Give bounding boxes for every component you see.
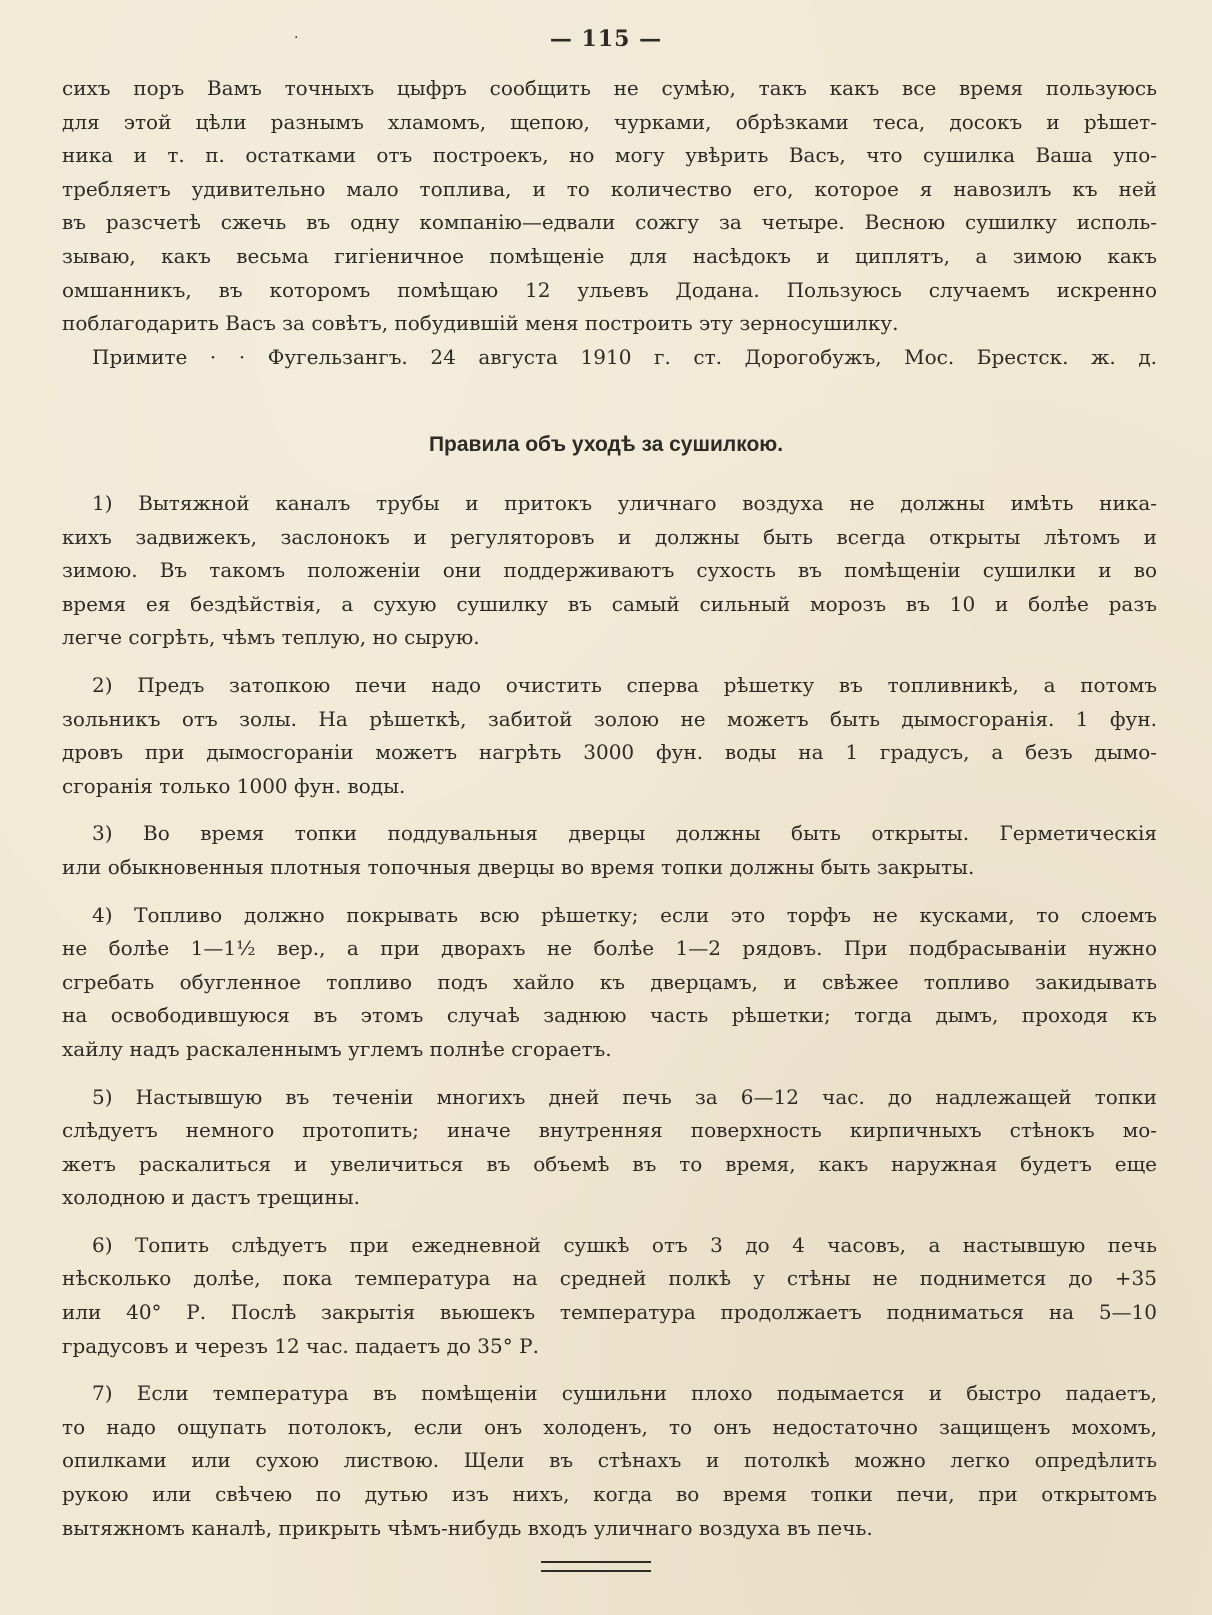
rule-line: на освободившуюся въ этомъ случаѣ заднюю часть рѣшетки; тогда дымъ, проходя къ [62, 1003, 1157, 1028]
rule-line: градусовъ и черезъ 12 час. падаетъ до 35° Р. [62, 1333, 539, 1358]
letter-text-block [62, 72, 1157, 374]
rule-5 [62, 1081, 1157, 1215]
rules-text-block [62, 487, 1157, 1559]
double-rule-divider [541, 1561, 651, 1572]
rule-line: рукою или свѣчею по дутью изъ нихъ, когда во время топки печи, при открытомъ [62, 1482, 1157, 1507]
rule-line: или обыкновенныя плотныя топочныя дверцы во время топки должны быть закрыты. [62, 854, 975, 879]
rule-line: нѣсколько долѣе, пока температура на средней полкѣ у стѣны не поднимется до +35 [62, 1266, 1157, 1291]
rule-1 [62, 487, 1157, 655]
rule-line: кихъ задвижекъ, заслонокъ и регуляторовъ и должны быть всегда открыты лѣтомъ и [62, 524, 1157, 549]
letter-line: сихъ поръ Вамъ точныхъ цыфръ сообщить не сумѣю, такъ какъ все время пользуюсь [62, 76, 1157, 100]
rule-line: холодною и дастъ трещины. [62, 1185, 361, 1210]
rule-line: слѣдуетъ немного протопить; иначе внутренняя поверхность кирпичныхъ стѣнокъ мо- [62, 1118, 1157, 1143]
letter-line: требляетъ удивительно мало топлива, и то количество его, которое я навозилъ къ ней [62, 176, 1157, 201]
rule-line: жетъ раскалиться и увеличиться въ объемѣ въ то время, какъ наружная будетъ еще [62, 1151, 1157, 1176]
letter-line: омшанникъ, въ которомъ помѣщаю 12 ульевъ Додана. Пользуюсь случаемъ искренно [62, 277, 1157, 302]
rule-line: дровъ при дымосгораніи можетъ нагрѣть 3000 фун. воды на 1 градусъ, а безъ дымо- [62, 740, 1157, 765]
rule-line: 2) Предъ затопкою печи надо очистить сперва рѣшетку въ топливникѣ, а потомъ [92, 672, 1157, 697]
rule-6 [62, 1229, 1157, 1363]
stray-dot-mark: · [294, 30, 299, 46]
rule-line: хайлу надъ раскаленнымъ углемъ полнѣе сгораетъ. [62, 1036, 612, 1061]
rule-line: опилками или сухою листвою. Щели въ стѣнахъ и потолкѣ можно легко опредѣлить [62, 1448, 1157, 1473]
rule-line: 7) Если температура въ помѣщеніи сушильни плохо подымается и быстро падаетъ, [92, 1381, 1157, 1406]
rule-line: вытяжномъ каналѣ, прикрыть чѣмъ-нибудь входъ уличнаго воздуха въ печь. [62, 1515, 873, 1540]
page-number: — 115 — [549, 26, 663, 52]
rule-line: зольникъ отъ золы. На рѣшеткѣ, забитой золою не можетъ быть дымосгоранія. 1 фун. [62, 706, 1157, 731]
rule-line: 3) Во время топки поддувальныя дверцы должны быть открыты. Герметическія [92, 821, 1157, 846]
section-heading: Правила объ уходѣ за сушилкою. [428, 433, 784, 456]
rule-line: 5) Настывшую въ теченіи многихъ дней печь за 6—12 час. до надлежащей топки [92, 1084, 1157, 1109]
rule-line: 1) Вытяжной каналъ трубы и притокъ уличнаго воздуха не должны имѣть ника- [92, 491, 1157, 515]
rule-line: зимою. Въ такомъ положеніи они поддерживаютъ сухость въ помѣщеніи сушилки и во [62, 558, 1157, 583]
rule-line: не болѣе 1—1½ вер., а при дворахъ не болѣе 1—2 рядовъ. При подбрасываніи нужно [62, 936, 1157, 961]
letter-line: для этой цѣли разнымъ хламомъ, щепою, чурками, обрѣзками теса, досокъ и рѣшет- [62, 109, 1157, 134]
rule-line: время ея бездѣйствія, а сухую сушилку въ самый сильный морозъ въ 10 и болѣе разъ [62, 591, 1157, 616]
rule-line: сгоранія только 1000 фун. воды. [62, 773, 406, 798]
rule-line: сгребать обугленное топливо подъ хайло къ дверцамъ, и свѣжее топливо закидывать [62, 969, 1157, 994]
letter-line: зываю, какъ весьма гигіеничное помѣщеніе для насѣдокъ и циплятъ, а зимою какъ [62, 243, 1157, 268]
letter-line: поблагодарить Васъ за совѣтъ, побудившій меня построить эту зерносушилку. [62, 311, 899, 336]
rule-7 [62, 1377, 1157, 1545]
letter-signature-line: Примите · · Фугельзангъ. 24 августа 1910 г. ст. Дорогобужъ, Мос. Брестск. ж. д. [92, 344, 1157, 369]
letter-line: ника и т. п. остатками отъ построекъ, но могу увѣрить Васъ, что сушилка Ваша упо- [62, 143, 1157, 168]
rule-4 [62, 899, 1157, 1067]
rule-line: то надо ощупать потолокъ, если онъ холоденъ, то онъ недостаточно защищенъ мохомъ, [62, 1414, 1157, 1439]
rule-2 [62, 669, 1157, 803]
letter-line: въ разсчетѣ сжечь въ одну компанію—едвали сожгу за четыре. Весною сушилку исполь- [62, 210, 1157, 235]
rule-3 [62, 817, 1157, 884]
rule-line: или 40° Р. Послѣ закрытія вьюшекъ температура продолжаетъ подниматься на 5—10 [62, 1300, 1157, 1325]
rule-line: 4) Топливо должно покрывать всю рѣшетку; если это торфъ не кусками, то слоемъ [92, 902, 1157, 927]
rule-line: 6) Топить слѣдуетъ при ежедневной сушкѣ отъ 3 до 4 часовъ, а настывшую печь [92, 1232, 1157, 1257]
rule-line: легче согрѣть, чѣмъ теплую, но сырую. [62, 625, 480, 650]
